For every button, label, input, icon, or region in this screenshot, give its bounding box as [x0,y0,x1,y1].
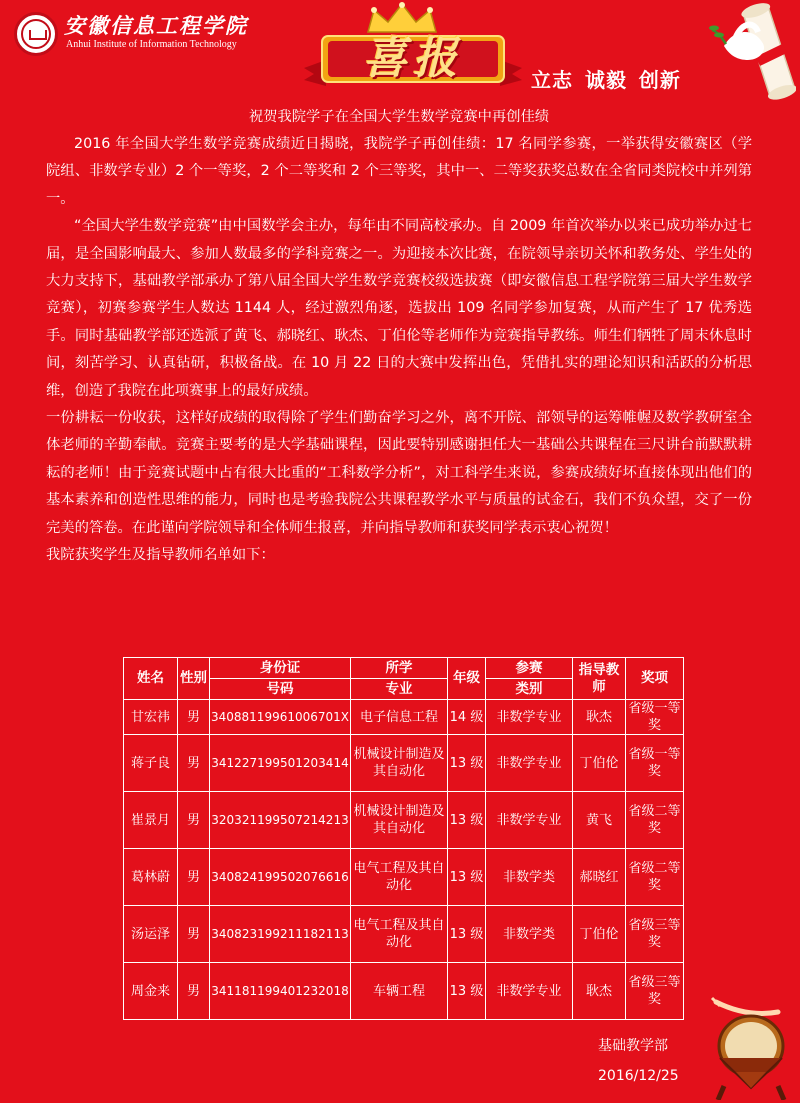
cell-grade: 13 级 [448,963,486,1020]
header-id-bottom: 号码 [210,679,351,700]
article-paragraph-3: 一份耕耘一份收获，这样好成绩的取得除了学生们勤奋学习之外，离不开院、部领导的运筹帷幄及数学教研室全体老师的辛勤奉献。竞赛主要考的是大学基础课程，因此要特别感谢担任大一基础公共课程在三尺讲台前默默耕耘的老师！由于竞赛试题中占有很大比重的“工科数学分析”，对工科学生来说，参赛成绩好坏直接体现出他们的基本素养和创造性思维的能力，同时也是考验我院公共课程教学水平与质量的试金石，我们不负众望，交了一份完美的答卷。在此谨向学院领导和全体师生报喜，并向指导教师和获奖同学表示衷心祝贺！ [46,410,752,536]
header-school-bottom: 专业 [351,679,448,700]
school-name-cn: 安徽信息工程学院 [64,13,248,38]
cell-award: 省级二等奖 [626,849,684,906]
dove-scroll-icon [704,2,796,104]
cell-gender: 男 [178,849,210,906]
cell-teacher: 耿杰 [573,700,626,735]
cell-teacher: 丁伯伦 [573,906,626,963]
cell-id: 320321199507214213 [210,792,351,849]
cell-teacher: 丁伯伦 [573,735,626,792]
school-emblem-icon [14,12,58,56]
cell-category: 非数学专业 [486,700,573,735]
good-news-banner [304,30,522,88]
table-header-row [124,658,684,679]
award-winners-table [123,657,684,1020]
article-paragraph-2: “全国大学生数学竞赛”由中国数学会主办，每年由不同高校承办。自 2009 年首次举办以来已成功举办过七届，是全国影响最大、参加人数最多的学科竞赛之一。为迎接本次比赛，在院领导亲切关怀和教务处、学生处的大力支持下，基础教学部承办了第八届全国大学生数学竞赛校级选拔赛（即安徽信息工程学院第三届大学生数学竞赛），初赛参赛学生人数达 1144 人，经过激烈角逐，选拔出 109 名同学参加复赛，从而产生了 17 优秀选手。同时基础教学部还选派了黄飞、郝晓红、耿杰、丁伯伦等老师作为竞赛指导教练。师生们牺牲了周末休息时间，刻苦学习、认真钻研，积极备战。在 10 月 22 日的大赛中发挥出色，凭借扎实的理论知识和活跃的分析思维，创造了我院在此项赛事上的最好成绩。 [46,218,752,399]
cell-grade: 14 级 [448,700,486,735]
cell-gender: 男 [178,906,210,963]
cell-gender: 男 [178,700,210,735]
cell-major: 车辆工程 [351,963,448,1020]
school-slogan: 立志 诚毅 创新 [531,68,681,92]
cell-award: 省级三等奖 [626,963,684,1020]
cell-grade: 13 级 [448,735,486,792]
cell-gender: 男 [178,735,210,792]
article-body [46,104,752,570]
table-row [124,849,684,906]
cell-category: 非数学类 [486,906,573,963]
cell-name: 葛林蔚 [124,849,178,906]
header-gender: 性别 [178,658,210,700]
cell-name: 周金来 [124,963,178,1020]
cell-name: 甘宏祎 [124,700,178,735]
cell-major: 机械设计制造及其自动化 [351,735,448,792]
article-title: 祝贺我院学子在全国大学生数学竞赛中再创佳绩 [248,109,550,125]
cell-category: 非数学专业 [486,792,573,849]
school-name-en: Anhui Institute of Information Technology [66,39,237,50]
cell-teacher: 郝晓红 [573,849,626,906]
cell-id: 34088119961006701X [210,700,351,735]
cell-grade: 13 级 [448,792,486,849]
cell-id: 340824199502076616 [210,849,351,906]
table-row [124,700,684,735]
header-category-bottom: 类别 [486,679,573,700]
signoff-block [598,1031,718,1091]
header-name: 姓名 [124,658,178,700]
header-award: 奖项 [626,658,684,700]
drum-icon [706,996,796,1100]
cell-grade: 13 级 [448,906,486,963]
cell-teacher: 耿杰 [573,963,626,1020]
signoff-department: 基础教学部 [598,1038,668,1054]
header-school-top: 所学 [351,658,448,679]
table-row [124,963,684,1020]
cell-major: 机械设计制造及其自动化 [351,792,448,849]
header-id-top: 身份证 [210,658,351,679]
cell-id: 341181199401232018 [210,963,351,1020]
cell-major: 电气工程及其自动化 [351,906,448,963]
page-header [0,0,800,104]
cell-award: 省级一等奖 [626,735,684,792]
cell-name: 蒋子良 [124,735,178,792]
cell-award: 省级二等奖 [626,792,684,849]
cell-major: 电气工程及其自动化 [351,849,448,906]
signoff-date: 2016/12/25 [598,1068,679,1084]
banner-title: 喜报 [363,33,463,84]
article-paragraph-4: 我院获奖学生及指导教师名单如下： [46,547,275,564]
cell-id: 340823199211182113 [210,906,351,963]
cell-award: 省级三等奖 [626,906,684,963]
header-grade: 年级 [448,658,486,700]
header-teacher: 指导教师 [573,658,626,700]
cell-teacher: 黄飞 [573,792,626,849]
cell-name: 崔景月 [124,792,178,849]
cell-gender: 男 [178,963,210,1020]
cell-category: 非数学专业 [486,735,573,792]
cell-award: 省级一等奖 [626,700,684,735]
cell-id: 341227199501203414 [210,735,351,792]
cell-name: 汤运泽 [124,906,178,963]
table-row [124,792,684,849]
cell-category: 非数学类 [486,849,573,906]
cell-grade: 13 级 [448,849,486,906]
table-row [124,735,684,792]
article-paragraph-1: 2016 年全国大学生数学竞赛成绩近日揭晓，我院学子再创佳绩：17 名同学参赛，一举获得安徽赛区（学院组、非数学专业）2 个一等奖，2 个二等奖和 2 个三等奖，其中一、二等奖获奖总数在全省同类院校中并列第一。 [46,136,752,207]
header-category-top: 参赛 [486,658,573,679]
table-row [124,906,684,963]
cell-major: 电子信息工程 [351,700,448,735]
cell-category: 非数学专业 [486,963,573,1020]
cell-gender: 男 [178,792,210,849]
